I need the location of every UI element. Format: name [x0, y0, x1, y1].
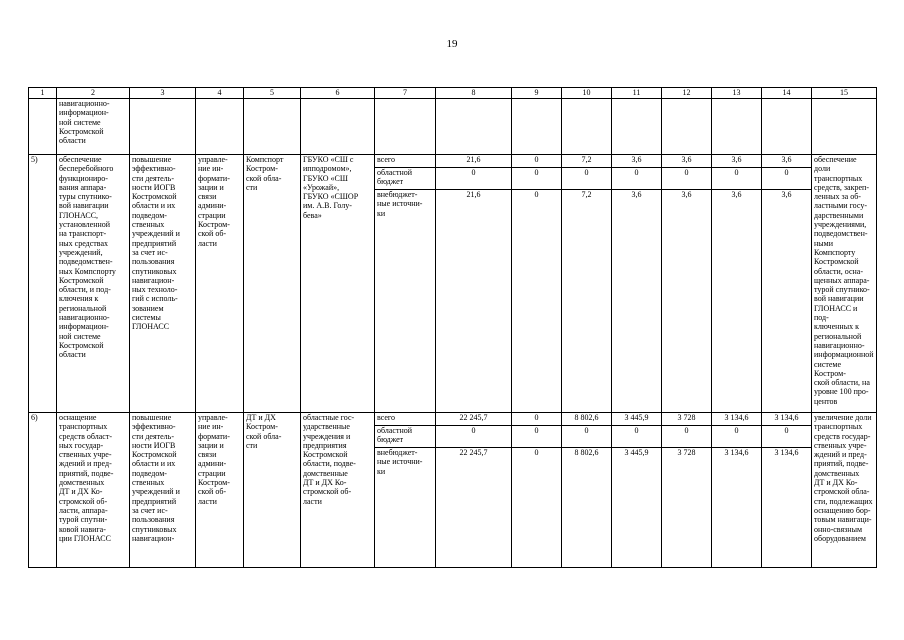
value-cell: 0 — [612, 426, 662, 448]
value-cell: 3 445,9 — [612, 413, 662, 426]
value-cell: 3 134,6 — [712, 413, 762, 426]
value-cell: 7,2 — [562, 155, 612, 168]
value-cell: 3,6 — [712, 155, 762, 168]
value-cell: 3,6 — [762, 190, 812, 413]
value-cell: 0 — [662, 426, 712, 448]
col-number: 15 — [812, 88, 877, 99]
col-number: 10 — [562, 88, 612, 99]
row-number: 5) — [29, 155, 57, 413]
value-cell: 0 — [512, 190, 562, 413]
col-number: 2 — [57, 88, 130, 99]
value-cell: 0 — [562, 426, 612, 448]
col-number: 6 — [301, 88, 375, 99]
value-cell: 3 728 — [662, 413, 712, 426]
value-cell: 0 — [512, 448, 562, 568]
value-cell: 21,6 — [436, 190, 512, 413]
value-cell: 8 802,6 — [562, 448, 612, 568]
coexecutor-cell: Компспорт Костром- ской обла- сти — [244, 155, 301, 413]
col-number: 9 — [512, 88, 562, 99]
result-cell: повышение эффективно- сти деятель- ности ИОГВ Костромской области и их подведом- ственных учреждений и предприятий за счет ис- пользования спутниковых навигацион- ных техноло- гий с исполь- зованием системы ГЛОНАСС — [130, 155, 196, 413]
value-cell: 7,2 — [562, 190, 612, 413]
indicator-cell: увеличение доли транспортных средств государ- ственных учре- ждений и пред- приятий, подве- домственных ДТ и ДХ Ко- стромской обла- сти, подлежащих оснащению бор- товым навигаци- онно-связным оборудованием — [812, 413, 877, 568]
value-cell: 3,6 — [712, 190, 762, 413]
measure-cell: оснащение транспортных средств област- ных государ- ственных учре- ждений и пред- приятий, подве- домственных ДТ и ДХ Ко- стромской об- ласти, аппара- турой спутни- ковой навига- ции ГЛОНАСС — [57, 413, 130, 568]
value-cell: 22 245,7 — [436, 413, 512, 426]
participant-cell: ГБУКО «СШ с ипподромом», ГБУКО «СШ «Урожай», ГБУКО «СШОР им. А.В. Голу- бева» — [301, 155, 375, 413]
funding-source: всего — [375, 413, 436, 426]
executor-cell: управле- ние ин- формати- зации и связи админи- страции Костром- ской об- ласти — [196, 155, 244, 413]
value-cell: 0 — [436, 168, 512, 190]
col-number: 13 — [712, 88, 762, 99]
program-table — [28, 87, 877, 568]
indicator-cell: обеспечение доли транспортных средств, закреп- ленных за об- ластными госу- дарственными учреждениями, подведомствен- ными Компспорту Костромской области, осна- щенных аппара- турой спутнико- вой навигации ГЛОНАСС и под- ключенных к региональной навигационно- информационной системе Костром- ской области, на уровне 100 про- центов — [812, 155, 877, 413]
value-cell: 3,6 — [662, 155, 712, 168]
value-cell: 0 — [712, 168, 762, 190]
value-cell: 3 445,9 — [612, 448, 662, 568]
value-cell: 0 — [562, 168, 612, 190]
measure-cell: навигационно- информацион- ной системе Костромской области — [57, 99, 130, 155]
col-number: 1 — [29, 88, 57, 99]
value-cell: 3,6 — [662, 190, 712, 413]
funding-source: областной бюджет — [375, 168, 436, 190]
value-cell: 3,6 — [762, 155, 812, 168]
col-number: 14 — [762, 88, 812, 99]
value-cell: 3,6 — [612, 190, 662, 413]
funding-source: внебюджет- ные источни- ки — [375, 190, 436, 413]
value-cell: 0 — [512, 155, 562, 168]
value-cell: 0 — [762, 168, 812, 190]
table-row — [29, 155, 877, 168]
col-number: 8 — [436, 88, 512, 99]
col-number: 3 — [130, 88, 196, 99]
value-cell: 0 — [512, 413, 562, 426]
value-cell: 0 — [436, 426, 512, 448]
value-cell: 3 134,6 — [762, 413, 812, 426]
col-number: 12 — [662, 88, 712, 99]
value-cell: 3 728 — [662, 448, 712, 568]
funding-source: внебюджет- ные источни- ки — [375, 448, 436, 568]
funding-source: областной бюджет — [375, 426, 436, 448]
value-cell: 3 134,6 — [712, 448, 762, 568]
value-cell: 21,6 — [436, 155, 512, 168]
continuation-row — [29, 99, 877, 155]
measure-cell: обеспечение бесперебойного функциониро- вания аппара- туры спутнико- вой навигации ГЛОНАСС, установленной на транспорт- ных средствах учреждений, подведомствен- ных Компспорту Костромской области, и под- ключения к региональной навигационно- информацион- ной системе Костромской области — [57, 155, 130, 413]
value-cell: 0 — [512, 426, 562, 448]
coexecutor-cell: ДТ и ДХ Костром- ской обла- сти — [244, 413, 301, 568]
value-cell: 0 — [612, 168, 662, 190]
value-cell: 0 — [762, 426, 812, 448]
col-number: 5 — [244, 88, 301, 99]
row-number: 6) — [29, 413, 57, 568]
col-number: 11 — [612, 88, 662, 99]
value-cell: 3 134,6 — [762, 448, 812, 568]
executor-cell: управле- ние ин- формати- зации и связи админи- страции Костром- ской об- ласти — [196, 413, 244, 568]
column-number-row — [29, 88, 877, 99]
table-row — [29, 413, 877, 426]
value-cell: 3,6 — [612, 155, 662, 168]
value-cell: 0 — [712, 426, 762, 448]
value-cell: 0 — [512, 168, 562, 190]
value-cell: 8 802,6 — [562, 413, 612, 426]
funding-source: всего — [375, 155, 436, 168]
col-number: 4 — [196, 88, 244, 99]
value-cell: 0 — [662, 168, 712, 190]
page-number: 19 — [446, 38, 458, 50]
participant-cell: областные гос- ударственные учреждения и предприятия Костромской области, подве- домственные ДТ и ДХ Ко- стромской об- ласти — [301, 413, 375, 568]
value-cell: 22 245,7 — [436, 448, 512, 568]
col-number: 7 — [375, 88, 436, 99]
result-cell: повышение эффективно- сти деятель- ности ИОГВ Костромской области и их подведом- ственных учреждений и предприятий за счет ис- пользования спутниковых навигацион- — [130, 413, 196, 568]
